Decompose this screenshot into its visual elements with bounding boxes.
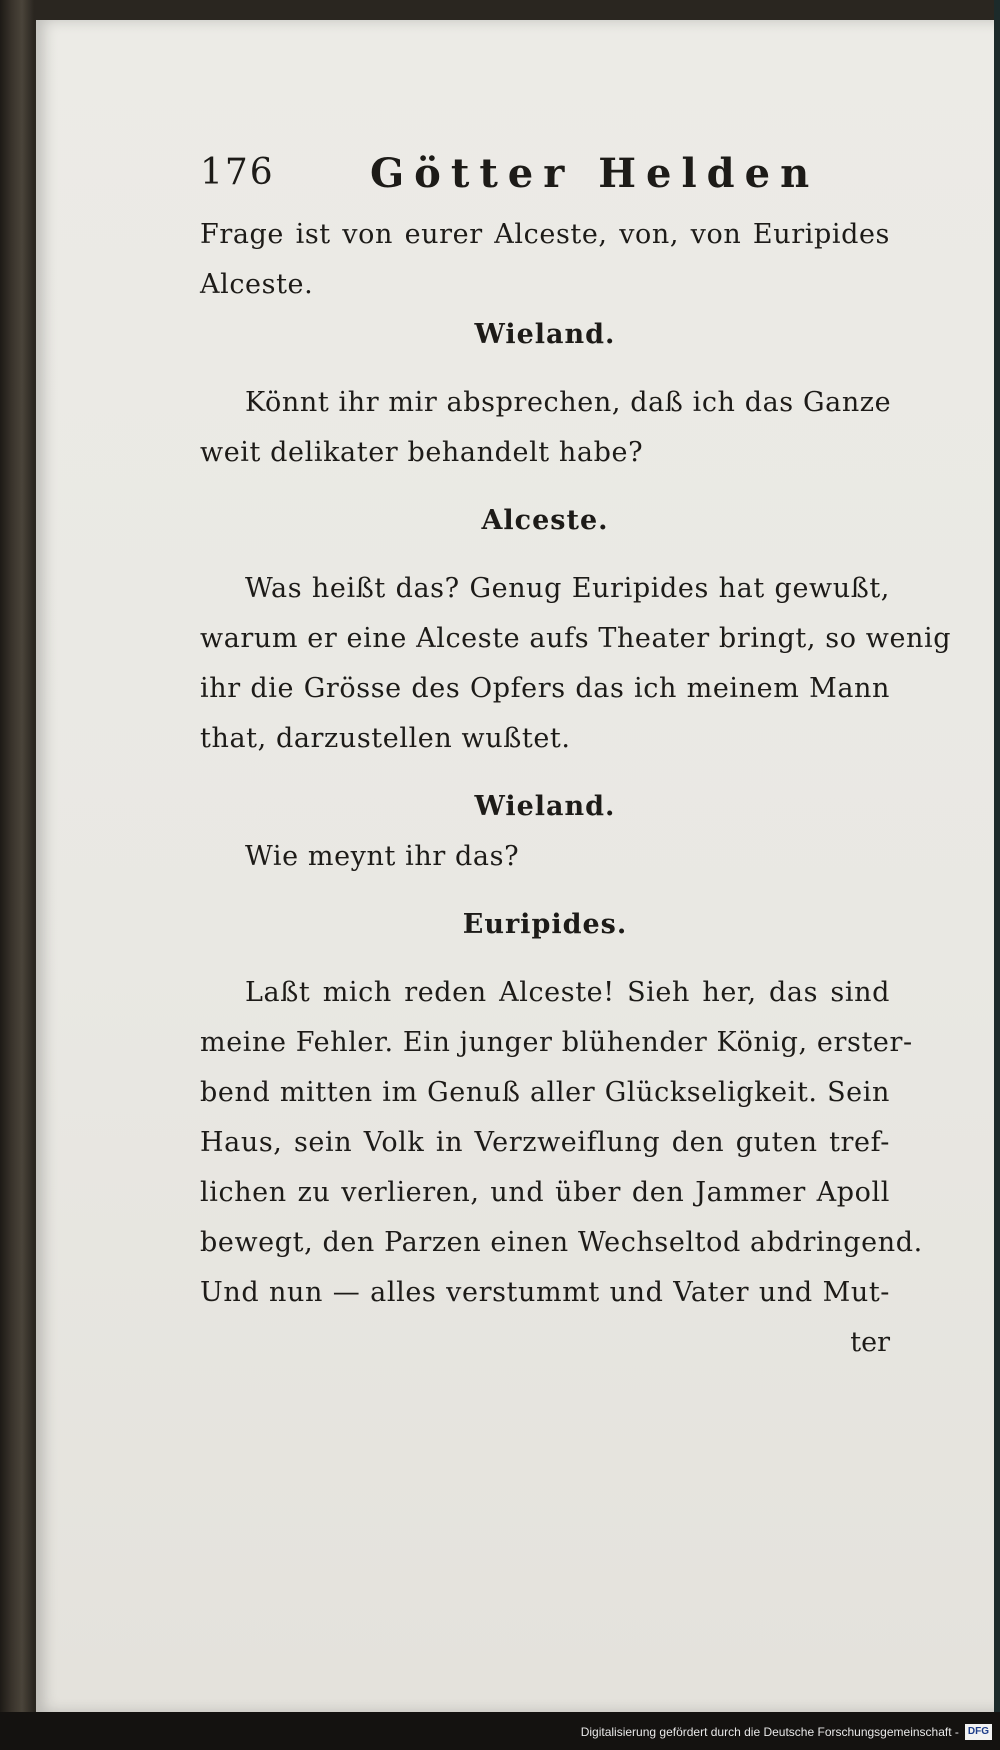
- text-line: bend mitten im Genuß aller Glückseligkeit. Sein: [200, 1077, 890, 1108]
- text-line: Und nun — alles verstummt und Vater und Mut-: [200, 1277, 890, 1308]
- text-line: lichen zu verlieren, und über den Jammer Apoll: [200, 1177, 890, 1208]
- dfg-logo-icon: DFG: [965, 1724, 992, 1740]
- text-line: Wie meynt ihr das?: [245, 841, 520, 872]
- text-line: Laßt mich reden Alceste! Sieh her, das sind: [245, 977, 890, 1008]
- text-line: warum er eine Alceste aufs Theater bringt, so wenig: [200, 623, 952, 654]
- text-line: Könnt ihr mir absprechen, daß ich das Ganze: [245, 387, 892, 418]
- speaker-heading: Wieland.: [474, 791, 616, 822]
- dfg-notice: [581, 1722, 992, 1742]
- speaker-heading: Euripides.: [462, 909, 628, 940]
- text-line: ihr die Grösse des Opfers das ich meinem Mann: [200, 673, 890, 704]
- page-header: [200, 150, 890, 210]
- speaker-heading: Wieland.: [474, 319, 616, 350]
- digitization-notice: Digitalisierung gefördert durch die Deutsche Forschungsgemeinschaft -: [580, 1725, 959, 1739]
- text-line: meine Fehler. Ein junger blühender König, erster-: [200, 1027, 913, 1058]
- page-number: 176: [200, 152, 275, 193]
- text-line: that, darzustellen wußtet.: [200, 723, 571, 754]
- catchword: ter: [850, 1327, 890, 1358]
- text-line: Frage ist von eurer Alceste, von, von Euripides: [200, 219, 890, 250]
- text-line: Haus, sein Volk in Verzweiflung den guten tref-: [200, 1127, 890, 1158]
- text-line: Alceste.: [200, 269, 314, 300]
- page-text: [200, 150, 952, 1368]
- book-edge: [994, 0, 1000, 1712]
- running-title: Götter Helden: [370, 150, 820, 197]
- footer-bar: [0, 1712, 1000, 1750]
- text-line: bewegt, den Parzen einen Wechseltod abdringend.: [200, 1227, 923, 1258]
- speaker-heading: Alceste.: [481, 505, 609, 536]
- text-line: weit delikater behandelt habe?: [200, 437, 644, 468]
- text-line: Was heißt das? Genug Euripides hat gewußt,: [245, 573, 890, 604]
